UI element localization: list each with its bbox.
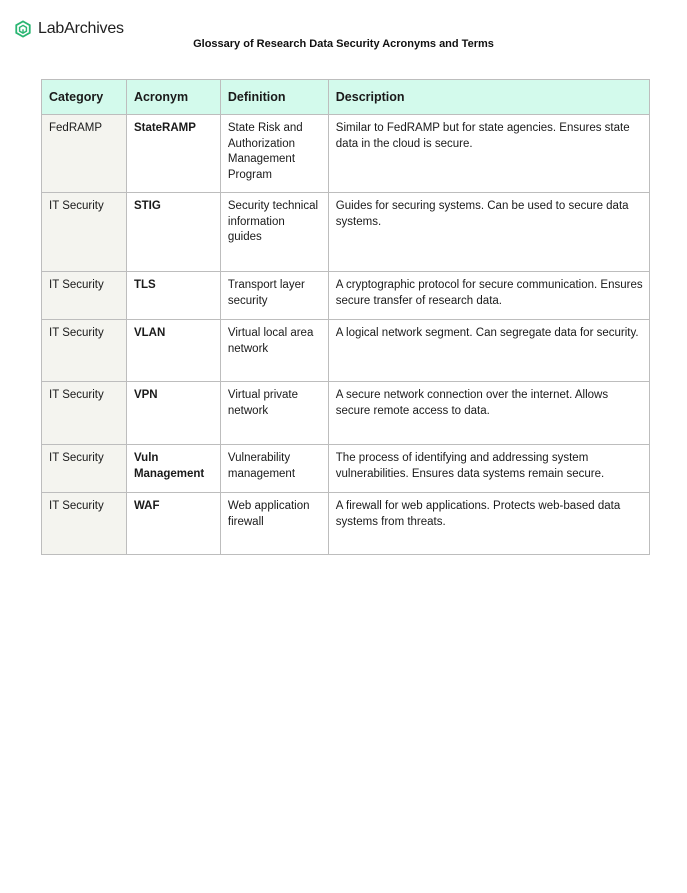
labarchives-hexagon-logo-icon	[14, 20, 32, 38]
cell-category: IT Security	[42, 272, 127, 320]
cell-acronym: VPN	[126, 382, 220, 445]
column-header-description: Description	[328, 80, 649, 115]
cell-category: IT Security	[42, 493, 127, 555]
page-title: Glossary of Research Data Security Acronyms and Terms	[193, 38, 494, 50]
cell-definition: State Risk and Authorization Management Program	[220, 115, 328, 193]
column-header-category: Category	[42, 80, 127, 115]
cell-acronym: WAF	[126, 493, 220, 555]
table-row	[42, 445, 650, 493]
cell-category: IT Security	[42, 445, 127, 493]
cell-definition: Vulnerability management	[220, 445, 328, 493]
cell-description: A secure network connection over the internet. Allows secure remote access to data.	[328, 382, 649, 445]
cell-definition: Transport layer security	[220, 272, 328, 320]
table-row	[42, 193, 650, 272]
cell-category: IT Security	[42, 193, 127, 272]
cell-acronym: VLAN	[126, 320, 220, 382]
cell-description: Guides for securing systems. Can be used to secure data systems.	[328, 193, 649, 272]
cell-definition: Web application firewall	[220, 493, 328, 555]
table-header-row	[42, 80, 650, 115]
cell-acronym: Vuln Management	[126, 445, 220, 493]
cell-definition: Security technical information guides	[220, 193, 328, 272]
table-row	[42, 320, 650, 382]
table-row	[42, 382, 650, 445]
cell-category: FedRAMP	[42, 115, 127, 193]
column-header-acronym: Acronym	[126, 80, 220, 115]
cell-description: A logical network segment. Can segregate data for security.	[328, 320, 649, 382]
cell-acronym: StateRAMP	[126, 115, 220, 193]
cell-category: IT Security	[42, 382, 127, 445]
cell-description: A cryptographic protocol for secure communication. Ensures secure transfer of research data.	[328, 272, 649, 320]
glossary-table	[41, 79, 650, 555]
cell-description: Similar to FedRAMP but for state agencies. Ensures state data in the cloud is secure.	[328, 115, 649, 193]
brand-name: LabArchives	[38, 20, 124, 37]
cell-acronym: TLS	[126, 272, 220, 320]
cell-description: The process of identifying and addressing system vulnerabilities. Ensures data systems remain secure.	[328, 445, 649, 493]
table-row	[42, 115, 650, 193]
cell-acronym: STIG	[126, 193, 220, 272]
cell-definition: Virtual private network	[220, 382, 328, 445]
table-row	[42, 272, 650, 320]
cell-category: IT Security	[42, 320, 127, 382]
brand-logo	[14, 20, 124, 38]
table-row	[42, 493, 650, 555]
cell-definition: Virtual local area network	[220, 320, 328, 382]
column-header-definition: Definition	[220, 80, 328, 115]
cell-description: A firewall for web applications. Protects web-based data systems from threats.	[328, 493, 649, 555]
